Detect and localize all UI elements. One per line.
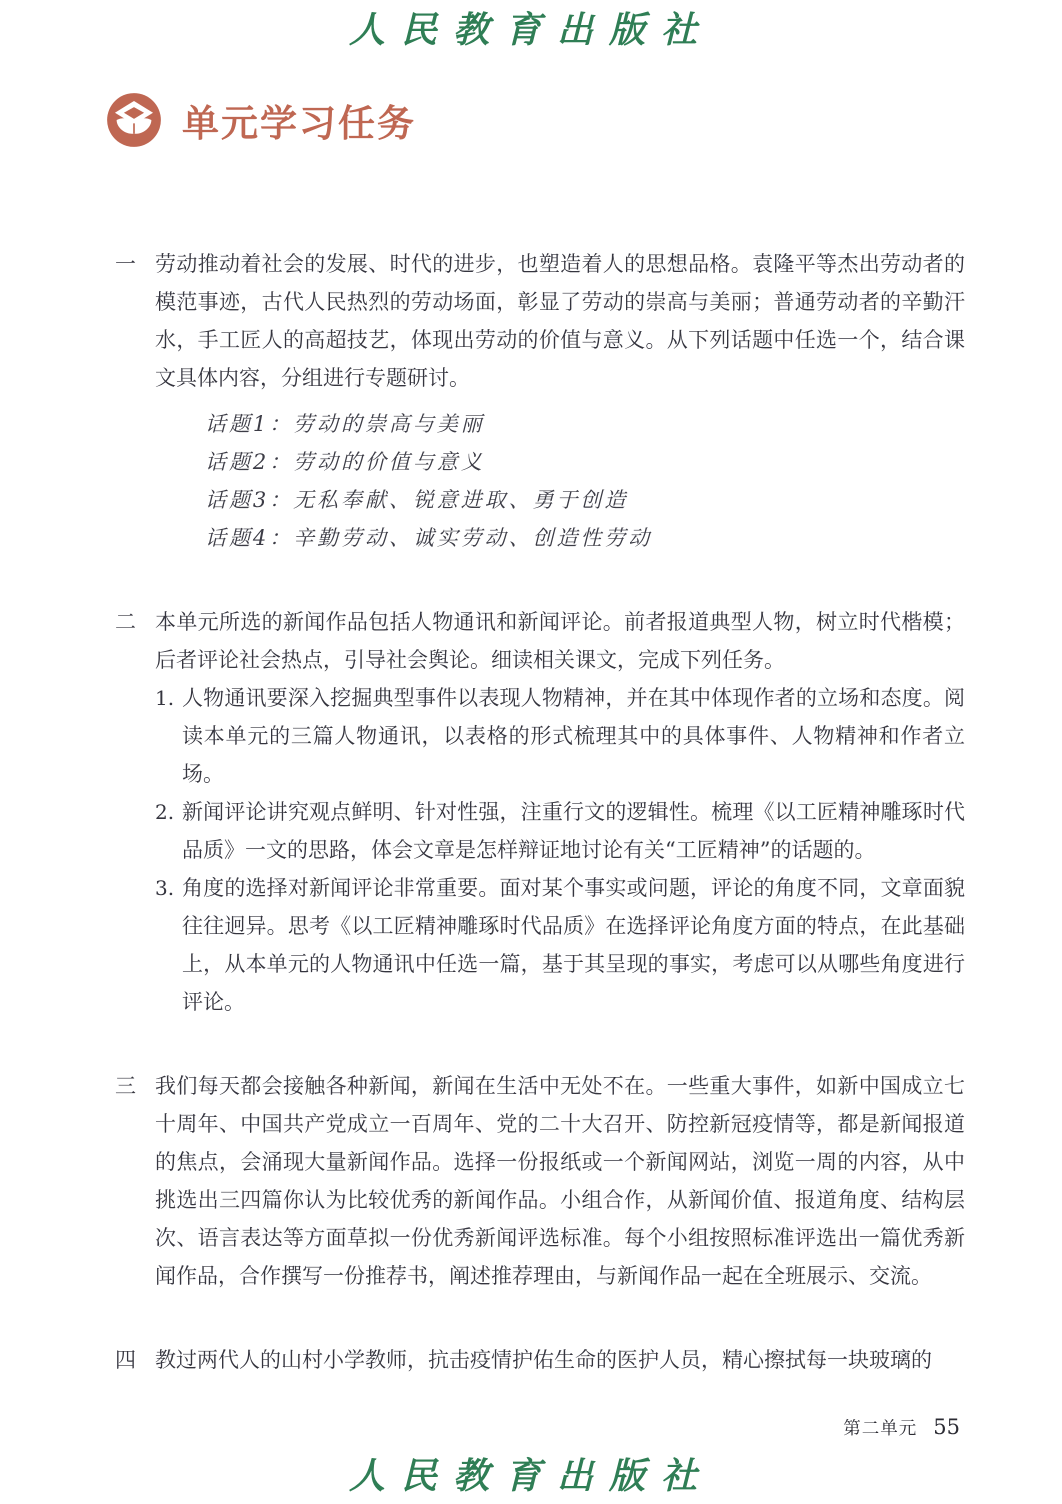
topic-item-2: 话题2：劳动的价值与意义 [205,450,485,474]
subitem-1-text: 人物通讯要深入挖掘典型事件以表现人物精神，并在其中体现作者的立场和态度。阅读本单元的三篇人物通讯，以表格的形式梳理其中的具体事件、人物精神和作者立场。 [182,686,965,786]
page-footer [843,1415,960,1440]
publisher-logo-bottom: 人民教育出版社 [348,1455,713,1497]
task-2-number: 二 [115,610,136,634]
topic-item-3: 话题3：无私奉献、锐意进取、勇于创造 [205,488,629,512]
topic-item-1: 话题1：劳动的崇高与美丽 [205,412,485,436]
task-4-body [155,1341,965,1379]
task-1 [115,245,965,557]
task-3-number: 三 [115,1074,136,1098]
topic-item-4: 话题4：辛勤劳动、诚实劳动、创造性劳动 [205,526,653,550]
page-number: 55 [933,1415,960,1439]
task-4-number: 四 [115,1348,136,1372]
task-4 [115,1341,965,1379]
task-1-number: 一 [115,252,136,276]
subitem-2-text: 新闻评论讲究观点鲜明、针对性强，注重行文的逻辑性。梳理《以工匠精神雕琢时代品质》一文的思路，体会文章是怎样辩证地讨论有关“工匠精神”的话题的。 [182,800,965,862]
task-2-subitems [155,679,965,1021]
subitem-1 [155,679,965,793]
task-1-text: 劳动推动着社会的发展、时代的进步，也塑造着人的思想品格。袁隆平等杰出劳动者的模范事迹，古代人民热烈的劳动场面，彰显了劳动的崇高与美丽；普通劳动者的辛勤汗水，手工匠人的高超技艺，体现出劳动的价值与意义。从下列话题中任选一个，结合课文具体内容，分组进行专题研讨。 [155,252,965,390]
task-3-text: 我们每天都会接触各种新闻，新闻在生活中无处不在。一些重大事件，如新中国成立七十周年、中国共产党成立一百周年、党的二十大召开、防控新冠疫情等，都是新闻报道的焦点，会涌现大量新闻作品。选择一份报纸或一个新闻网站，浏览一周的内容，从中挑选出三四篇你认为比较优秀的新闻作品。小组合作，从新闻价值、报道角度、结构层次、语言表达等方面草拟一份优秀新闻评选标准。每个小组按照标准评选出一篇优秀新闻作品，合作撰写一份推荐书，阐述推荐理由，与新闻作品一起在全班展示、交流。 [155,1074,965,1288]
subitem-2-number: 2. [155,800,175,824]
subitem-3-text: 角度的选择对新闻评论非常重要。面对某个事实或问题，评论的角度不同，文章面貌往往迥异。思考《以工匠精神雕琢时代品质》在选择评论角度方面的特点，在此基础上，从本单元的人物通讯中任选一篇，基于其呈现的事实，考虑可以从哪些角度进行评论。 [182,876,965,1014]
task-2-body [155,603,965,1021]
task-1-body [155,245,965,557]
open-book-icon [106,92,162,148]
task-2 [115,603,965,1021]
task-2-text: 本单元所选的新闻作品包括人物通讯和新闻评论。前者报道典型人物，树立时代楷模；后者评论社会热点，引导社会舆论。细读相关课文，完成下列任务。 [155,610,965,672]
publisher-logo-top: 人民教育出版社 [348,9,713,51]
topic-list [155,405,965,557]
subitem-1-number: 1. [155,686,175,710]
task-3 [115,1067,965,1295]
task-3-body [155,1067,965,1295]
subitem-3 [155,869,965,1021]
unit-label: 第二单元 [843,1419,918,1439]
subitem-3-number: 3. [155,876,175,900]
subitem-2 [155,793,965,869]
page-title: 单元学习任务 [182,103,416,144]
task-4-text: 教过两代人的山村小学教师，抗击疫情护佑生命的医护人员，精心擦拭每一块玻璃的 [155,1348,932,1372]
tasks-list [115,245,965,1425]
page-title-row [106,92,416,148]
